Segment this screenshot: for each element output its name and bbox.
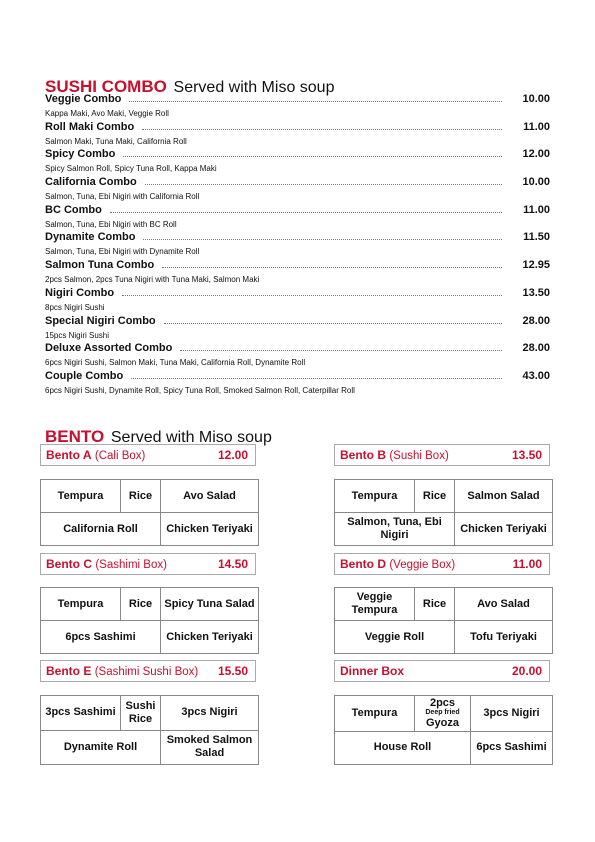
combo-name: Nigiri Combo [45,286,115,299]
combo-description: 6pcs Nigiri Sushi, Salmon Maki, Tuna Maki, California Roll, Dynamite Roll [45,358,306,368]
combo-price: 13.50 [522,286,550,299]
bento-c-header [40,553,256,575]
combo-item [45,176,550,204]
combo-item [45,121,550,149]
bento-subname: (Sashimi Box) [95,559,167,571]
bento-item: Chicken Teriyaki [161,621,259,654]
dot-leader [122,287,502,296]
combo-description: Salmon, Tuna, Ebi Nigiri with Dynamite Roll [45,247,200,257]
combo-name: Spicy Combo [45,148,116,161]
bento-price: 20.00 [511,664,542,678]
combo-name: Roll Maki Combo [45,120,135,133]
bento-price: 12.00 [217,448,248,462]
bento-item: Rice [415,480,455,513]
combo-description: Salmon Maki, Tuna Maki, California Roll [45,136,187,146]
bento-name: Bento C [46,557,92,571]
dot-leader [110,204,502,213]
combo-item [45,342,550,370]
bento-item: Tempura [335,696,415,732]
bento-name: Bento E [46,664,92,678]
dinner-box-header [334,660,550,682]
combo-description: Spicy Salmon Roll, Spicy Tuna Roll, Kappa Maki [45,164,217,174]
combo-price: 12.95 [522,259,550,272]
bento-item: California Roll [41,513,161,546]
bento-name: Dinner Box [340,664,405,678]
combo-description: Salmon, Tuna, Ebi Nigiri with California Roll [45,192,200,202]
combo-price: 28.00 [522,314,550,327]
dot-leader [162,259,502,268]
bento-item: Tempura [335,480,415,513]
bento-item: Chicken Teriyaki [161,513,259,546]
bento-subtitle: Served with Miso soup [110,429,272,446]
gyoza-count: 2pcs [429,697,456,710]
dot-leader [131,370,502,379]
bento-item: Smoked Salmon Salad [161,730,259,765]
combo-price: 11.00 [523,120,550,133]
combo-price: 11.00 [523,203,550,216]
bento-subname: (Sashimi Sushi Box) [94,666,199,678]
bento-e-header [40,660,256,682]
bento-price: 11.00 [512,557,542,571]
bento-item: Spicy Tuna Salad [161,588,259,621]
bento-price: 14.50 [217,557,248,571]
bento-item: Dynamite Roll [41,730,161,765]
bento-item: 3pcs Sashimi [41,696,121,731]
bento-item: Salmon, Tuna, Ebi Nigiri [335,513,455,546]
combo-description: 15pcs Nigiri Sushi [45,330,110,340]
bento-subname: (Sushi Box) [389,450,449,462]
bento-item: Veggie Roll [335,621,455,654]
bento-item: Rice [415,588,455,621]
bento-c-contents [40,587,259,654]
dot-leader [129,93,502,102]
bento-item: Avo Salad [455,588,553,621]
combo-item [45,231,550,259]
combo-name: BC Combo [45,203,102,216]
combo-name: California Combo [45,176,137,189]
bento-item: Avo Salad [161,480,259,513]
bento-a-contents [40,479,259,546]
combo-item [45,148,550,176]
combo-name: Veggie Combo [45,93,122,105]
gyoza-style: Deep fried [425,709,460,717]
bento-price: 13.50 [511,448,542,462]
bento-item: Tempura [41,480,121,513]
combo-name: Salmon Tuna Combo [45,259,155,272]
bento-item: Veggie Tempura [335,588,415,621]
bento-item: 6pcs Sashimi [471,731,553,765]
bento-item: 3pcs Nigiri [161,696,259,731]
combo-item [45,370,550,398]
bento-item: Sushi Rice [121,696,161,731]
sushi-combo-list [45,93,550,398]
combo-description: 2pcs Salmon, 2pcs Tuna Nigiri with Tuna Maki, Salmon Maki [45,275,260,285]
combo-name: Couple Combo [45,369,124,382]
bento-item: Rice [121,588,161,621]
bento-item: Rice [121,480,161,513]
combo-description: 8pcs Nigiri Sushi [45,302,105,312]
dinner-box-contents [334,695,553,765]
bento-item: 6pcs Sashimi [41,621,161,654]
bento-name: Bento D [340,557,386,571]
bento-title: BENTO [45,427,105,446]
sushi-combo-title: SUSHI COMBO [45,77,167,96]
bento-subname: (Veggie Box) [389,559,456,571]
combo-description: Kappa Maki, Avo Maki, Veggie Roll [45,109,169,118]
combo-item [45,259,550,287]
bento-name: Bento B [340,448,386,462]
bento-price: 15.50 [217,664,248,678]
combo-price: 28.00 [522,342,550,355]
bento-name: Bento A [46,448,92,462]
bento-item: House Roll [335,731,471,765]
bento-e-contents [40,695,259,765]
bento-b-header [334,444,550,466]
combo-name: Special Nigiri Combo [45,314,156,327]
dot-leader [142,121,502,130]
combo-item [45,204,550,232]
combo-price: 10.00 [522,93,550,105]
combo-item [45,287,550,315]
bento-subname: (Cali Box) [94,450,146,462]
combo-price: 11.50 [523,231,550,244]
combo-name: Deluxe Assorted Combo [45,342,173,355]
dot-leader [164,315,502,324]
dot-leader [143,231,502,240]
bento-item: 3pcs Nigiri [471,696,553,732]
combo-description: 6pcs Nigiri Sushi, Dynamite Roll, Spicy Tuna Roll, Smoked Salmon Roll, Caterpillar Roll [45,385,355,395]
bento-item: Salmon Salad [455,480,553,513]
bento-item: Chicken Teriyaki [455,513,553,546]
dot-leader [145,176,502,185]
combo-price: 43.00 [522,369,550,382]
bento-a-header [40,444,256,466]
bento-item: Tofu Teriyaki [455,621,553,654]
dot-leader [123,148,502,157]
combo-name: Dynamite Combo [45,231,136,244]
bento-item: Tempura [41,588,121,621]
combo-item [45,315,550,343]
bento-d-contents [334,587,553,654]
combo-price: 12.00 [522,148,550,161]
gyoza-label: Gyoza [425,717,459,730]
bento-d-header [334,553,550,575]
combo-price: 10.00 [522,176,550,189]
sushi-combo-subtitle: Served with Miso soup [173,79,335,96]
bento-b-contents [334,479,553,546]
bento-item-gyoza [415,696,471,732]
combo-item [45,93,550,121]
combo-description: Salmon, Tuna, Ebi Nigiri with BC Roll [45,219,177,229]
dot-leader [180,342,502,351]
